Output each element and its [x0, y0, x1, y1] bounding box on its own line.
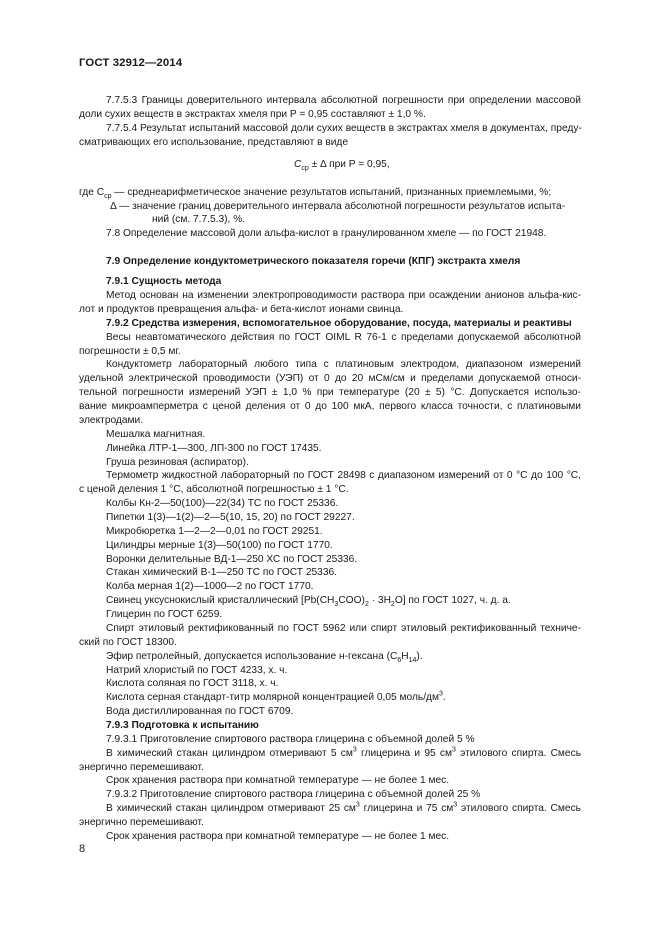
subsection-heading: 7.9.3 Подготовка к испытанию: [106, 720, 259, 731]
list-item: Глицерин по ГОСТ 6259.: [106, 609, 223, 620]
page-number: 8: [79, 843, 86, 855]
section-heading: 7.9 Определение кондуктометрического показателя горечи (КПГ) экстракта хмеля: [106, 256, 521, 267]
paragraph-line: В химический стакан цилиндром отмеривают 5 $см^3$ глицерина и 95 $см^3$ этилового спирта. Смесь: [106, 746, 581, 759]
standard-header: ГОСТ 32912—2014: [79, 57, 183, 69]
where-line: Δ — значение границ доверительного интервала абсолютной погрешности результатов испыта-: [110, 201, 566, 212]
paragraph-line: 7.7.5.4 Результат испытаний массовой доли сухих веществ в экстрактах хмеля в документах, преду-: [106, 123, 582, 134]
paragraph-line: Кондуктометр лабораторный любого типа с платиновым электродом, диапазоном измерений: [106, 359, 581, 370]
paragraph-line: энергично перемешивают.: [79, 762, 204, 773]
paragraph-line: сматривающих его использование, представляют в виде: [79, 137, 349, 148]
list-item: Эфир петролейный, допускается использование н-гексана $(C_6H_{14})$.: [106, 651, 423, 665]
paragraph-line: энергично перемешивают.: [79, 817, 204, 828]
list-item: Цилиндры мерные 1(3)—50(100) по ГОСТ 1770.: [106, 540, 333, 551]
list-item: Мешалка магнитная.: [106, 429, 206, 440]
paragraph-line: Срок хранения раствора при комнатной температуре — не более 1 мес.: [106, 775, 450, 786]
list-item: ский по ГОСТ 18300.: [79, 637, 177, 648]
paragraph-line: Весы неавтоматического действия по ГОСТ OIML R 76-1 с пределами допускаемой абсолютной: [106, 332, 581, 343]
paragraph-line: 7.7.5.3 Границы доверительного интервала абсолютной погрешности при определении массовой: [106, 95, 581, 106]
paragraph-line: Метод основан на изменении электропроводимости раствора при осаждении анионов альфа-кис-: [106, 290, 581, 301]
paragraph-line: 7.9.3.1 Приготовление спиртового раствора глицерина с объемной долей 5 %: [106, 734, 475, 745]
paragraph-line: 7.9.3.2 Приготовление спиртового раствора глицерина с объемной долей 25 %: [106, 789, 481, 800]
paragraph-line: тельной погрешности измерений УЭП ± 1,0 % при температуре (20 ± 5) °С. Допускается использо-: [79, 387, 581, 398]
list-item: Термометр жидкостной лабораторный по ГОСТ 28498 с диапазоном измерений от 0 °С до 100 °С,: [106, 470, 581, 481]
list-item: Колбы Кн-2—50(100)—22(34) ТС по ГОСТ 25336.: [106, 498, 339, 509]
where-line: где $C_{ср}$ — среднеарифметическое значение результатов испытаний, признанных приемлемыми, %;: [79, 187, 552, 201]
paragraph-line: электродами.: [79, 415, 144, 426]
list-item: Воронки делительные ВД-1—250 ХС по ГОСТ 25336.: [106, 554, 358, 565]
list-item: Вода дистиллированная по ГОСТ 6709.: [106, 706, 294, 717]
paragraph-line: вание микроамперметра с ценой деления от 0 до 100 мкА, первого класса точности, с платиновыми: [79, 401, 581, 412]
where-line: ний (см. 7.7.5.3), %.: [152, 214, 246, 225]
formula: $C_{ср} \pm \Delta$ при P = 0,95,: [294, 159, 390, 173]
paragraph-line: лот и продуктов превращения альфа- и бета-кислот ионами свинца.: [79, 304, 404, 315]
list-item: Стакан химический В-1—250 ТС по ГОСТ 25336.: [106, 567, 337, 578]
list-item: Кислота серная стандарт-титр молярной концентрацией 0,05 моль/$дм^3$.: [106, 690, 446, 703]
paragraph-line: Срок хранения раствора при комнатной температуре — не более 1 мес.: [106, 831, 450, 842]
list-item: Линейка ЛТР-1—300, ЛП-300 по ГОСТ 17435.: [106, 443, 322, 454]
subsection-heading: 7.9.2 Средства измерения, вспомогательное оборудование, посуда, материалы и реактивы: [106, 318, 572, 329]
paragraph-line: доли сухих веществ в экстрактах хмеля при P = 0,95 составляют ± 1,0 %.: [79, 109, 426, 120]
list-item: с ценой деления 1 °С, абсолютной погрешностью ± 1 °С.: [79, 484, 349, 495]
list-item: Микробюретка 1—2—2—0,01 по ГОСТ 29251.: [106, 526, 323, 537]
list-item: Натрий хлористый по ГОСТ 4233, х. ч.: [106, 665, 288, 676]
paragraph-line: 7.8 Определение массовой доли альфа-кислот в гранулированном хмеле — по ГОСТ 21948.: [106, 228, 547, 239]
list-item: Груша резиновая (аспиратор).: [106, 457, 249, 468]
subsection-heading: 7.9.1 Сущность метода: [106, 276, 222, 287]
list-item: Кислота соляная по ГОСТ 3118, х. ч.: [106, 678, 279, 689]
list-item: Спирт этиловый ректификованный по ГОСТ 5962 или спирт этиловый ректификованный техниче-: [106, 623, 581, 634]
list-item: Пипетки 1(3)—1(2)—2—5(10, 15, 20) по ГОСТ 29227.: [106, 512, 355, 523]
paragraph-line: удельной электрической проводимости (УЭП) от 0 до 20 мСм/см и пределами допускаемой относи-: [79, 373, 581, 384]
list-item: Колба мерная 1(2)—1000—2 по ГОСТ 1770.: [106, 581, 314, 592]
paragraph-line: В химический стакан цилиндром отмеривают 25 $см^3$ глицерина и 75 $см^3$ этилового спирта. Смесь: [106, 801, 581, 814]
list-item: Свинец уксуснокислый кристаллический $[Pb(CH_3COO)_2 \cdot 3H_2O]$ по ГОСТ 1027, ч. д. а.: [106, 595, 511, 609]
paragraph-line: погрешности ± 0,5 мг.: [79, 346, 181, 357]
